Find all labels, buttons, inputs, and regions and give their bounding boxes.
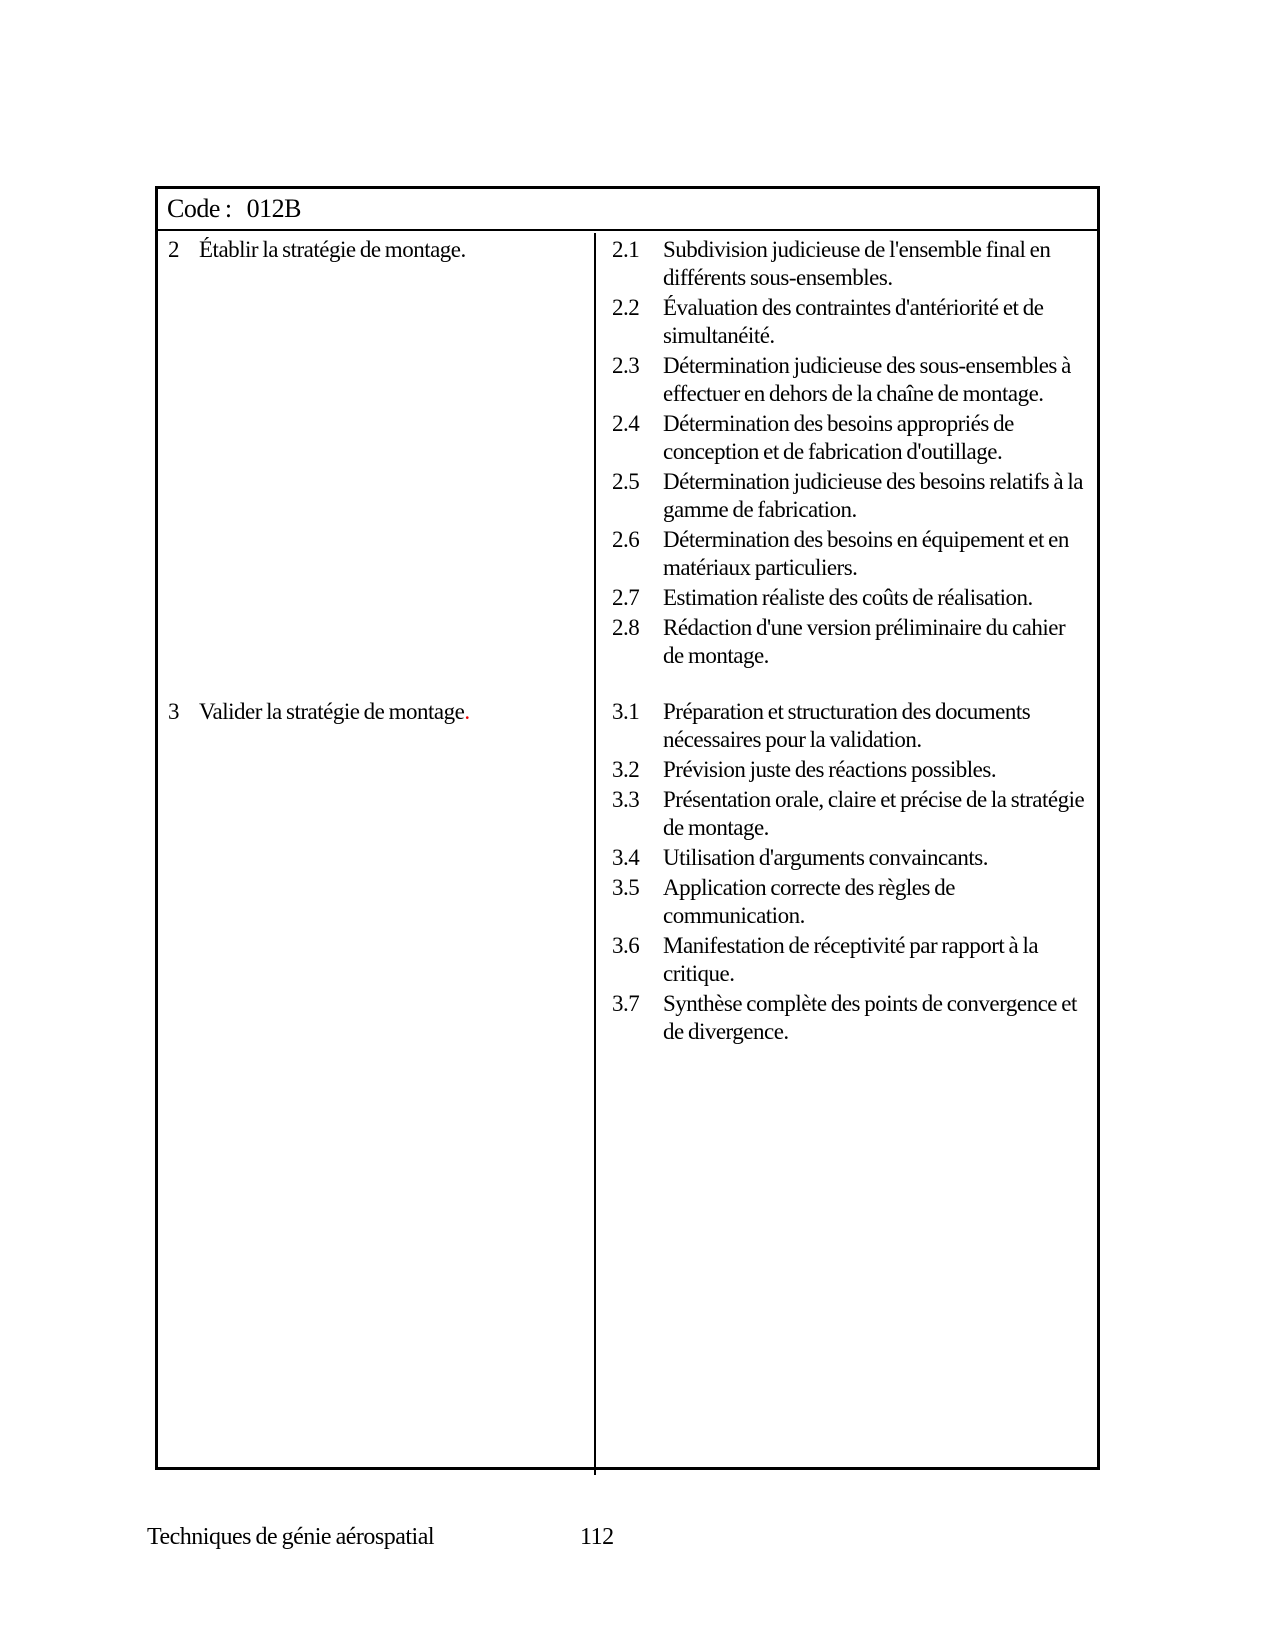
- criterion-text: Préparation et structuration des documents nécessaires pour la validation.: [663, 699, 1031, 752]
- criterion-number: 2.4: [612, 411, 640, 436]
- criterion-number: 2.6: [612, 527, 640, 552]
- code-value: 012B: [246, 194, 301, 223]
- criterion-number: 2.1: [612, 237, 640, 262]
- objective-period: .: [464, 699, 470, 724]
- criterion-number: 2.8: [612, 615, 640, 640]
- footer-page-number: 112: [580, 1524, 614, 1550]
- criterion-number: 3.7: [612, 991, 640, 1016]
- criterion-item: [612, 468, 1085, 524]
- criterion-item: [612, 990, 1085, 1046]
- criterion-number: 3.3: [612, 787, 640, 812]
- criterion-text: Rédaction d'une version préliminaire du cahier de montage.: [663, 615, 1066, 668]
- criterion-text: Subdivision judicieuse de l'ensemble final en différents sous-ensembles.: [663, 237, 1051, 290]
- criterion-text: Détermination judicieuse des besoins relatifs à la gamme de fabrication.: [663, 469, 1083, 522]
- criterion-number: 3.1: [612, 699, 640, 724]
- objective-row: [158, 698, 1097, 1048]
- criterion-item: [612, 874, 1085, 930]
- objective-text: Établir la stratégie de montage.: [199, 237, 466, 262]
- criterion-number: 2.7: [612, 585, 640, 610]
- criterion-item: [612, 932, 1085, 988]
- criterion-number: 3.5: [612, 875, 640, 900]
- criterion-item: [612, 526, 1085, 582]
- criterion-item: [612, 236, 1085, 292]
- criterion-item: [612, 584, 1085, 612]
- page-footer: [147, 1524, 1047, 1556]
- criterion-number: 2.3: [612, 353, 640, 378]
- criterion-text: Application correcte des règles de communication.: [663, 875, 955, 928]
- criterion-item: [612, 410, 1085, 466]
- criterion-text: Évaluation des contraintes d'antériorité et de simultanéité.: [663, 295, 1044, 348]
- objective-text: Valider la stratégie de montage.: [199, 699, 470, 724]
- evaluation-table: [155, 186, 1100, 1470]
- criterion-text: Estimation réaliste des coûts de réalisation.: [663, 585, 1033, 610]
- criterion-item: [612, 756, 1085, 784]
- code-label: Code :: [167, 194, 232, 223]
- criterion-text: Utilisation d'arguments convaincants.: [663, 845, 988, 870]
- criteria-cell: [594, 698, 1097, 1048]
- criterion-text: Détermination judicieuse des sous-ensembles à effectuer en dehors de la chaîne de montage.: [663, 353, 1071, 406]
- criterion-item: [612, 844, 1085, 872]
- objective-cell: [158, 698, 594, 1048]
- objective-cell: [158, 236, 594, 672]
- objective-number: 3: [168, 699, 179, 724]
- criteria-cell: [594, 236, 1097, 672]
- criterion-item: [612, 352, 1085, 408]
- criterion-number: 2.2: [612, 295, 640, 320]
- code-header-row: [158, 189, 1097, 231]
- footer-program-name: Techniques de génie aérospatial: [147, 1524, 435, 1550]
- criterion-item: [612, 786, 1085, 842]
- criterion-text: Prévision juste des réactions possibles.: [663, 757, 997, 782]
- objective-row: [158, 236, 1097, 672]
- criterion-text: Présentation orale, claire et précise de la stratégie de montage.: [663, 787, 1085, 840]
- criterion-text: Synthèse complète des points de convergence et de divergence.: [663, 991, 1077, 1044]
- criterion-number: 2.5: [612, 469, 640, 494]
- objective-number: 2: [168, 237, 179, 262]
- criterion-item: [612, 698, 1085, 754]
- criterion-item: [612, 614, 1085, 670]
- criterion-number: 3.6: [612, 933, 640, 958]
- criterion-item: [612, 294, 1085, 350]
- criterion-text: Détermination des besoins appropriés de conception et de fabrication d'outillage.: [663, 411, 1014, 464]
- criterion-number: 3.2: [612, 757, 640, 782]
- criterion-text: Manifestation de réceptivité par rapport à la critique.: [663, 933, 1039, 986]
- criterion-number: 3.4: [612, 845, 640, 870]
- criterion-text: Détermination des besoins en équipement et en matériaux particuliers.: [663, 527, 1069, 580]
- table-body: [158, 233, 1097, 1467]
